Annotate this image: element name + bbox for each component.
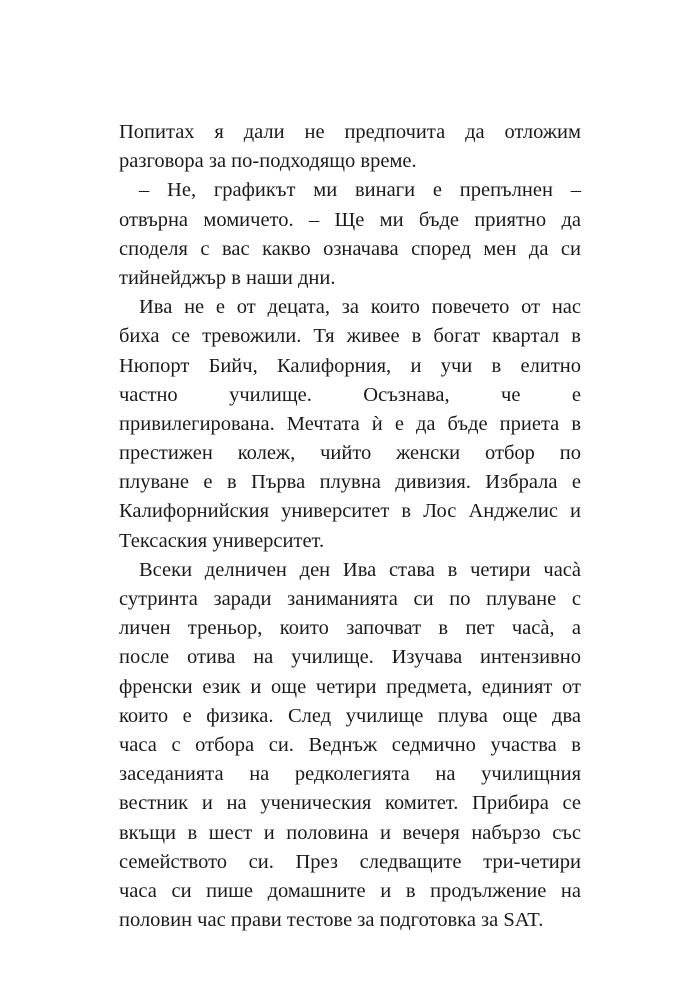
text-line: вестник и на ученическия комитет. Прибира се [119,792,581,815]
paragraph-3 [119,293,581,556]
text-line: часа с отбора си. Веднъж седмично участва в [119,733,581,756]
text-line: престижен колеж, чийто женски отбор по [119,442,581,465]
paragraph-1 [119,118,581,176]
text-line: които е физика. След училище плува още два [119,704,581,727]
paragraph-4 [119,556,581,935]
text-line: отвърна момичето. – Ще ми бъде приятно да [119,208,581,231]
text-line: Попитах я дали не предпочита да отложим [119,121,581,143]
body-text [119,118,581,935]
text-line: семейството си. През следващите три-четири [119,850,581,873]
text-line: вкъщи в шест и половина и вечеря набързо със [119,821,581,844]
paragraph-2 [119,176,581,293]
text-line: Ива не е от децата, за които повечето от нас [139,296,581,319]
text-line: часа си пише домашните и в продължение на [119,879,581,902]
text-line: френски език и още четири предмета, единият от [119,675,581,698]
text-line: плуване е в Първа плувна дивизия. Избрала е [119,471,581,494]
text-line: споделя с вас какво означава според мен да си [119,237,581,260]
text-line: Тексаския университет. [119,529,325,552]
text-line: Нюпорт Бийч, Калифорния, и учи в елитно [119,354,581,377]
text-line: личен треньор, които започват в пет часà, а [119,617,581,640]
text-line: частно училище. Осъзнава, че е [119,383,581,406]
text-line: половин час прави тестове за подготовка за SAT. [119,909,544,932]
text-line: сутринта заради заниманията си по плуване с [119,588,581,610]
text-line: привилегирована. Мечтата ѝ е да бъде приета в [119,412,581,435]
text-line: заседанията на редколегията на училищния [119,763,581,786]
text-line: после отива на училище. Изучава интензивно [119,646,581,669]
text-line: – Не, графикът ми винаги е препълнен – [139,179,581,202]
text-line: разговора за по-подходящо време. [119,150,417,173]
text-line: Калифорнийския университет в Лос Анджелис и [119,500,581,523]
text-line: биха се тревожили. Тя живее в богат квартал в [119,325,581,348]
text-line: Всеки делничен ден Ива става в четири часà [139,558,581,581]
text-line: тийнейджър в наши дни. [119,266,336,289]
